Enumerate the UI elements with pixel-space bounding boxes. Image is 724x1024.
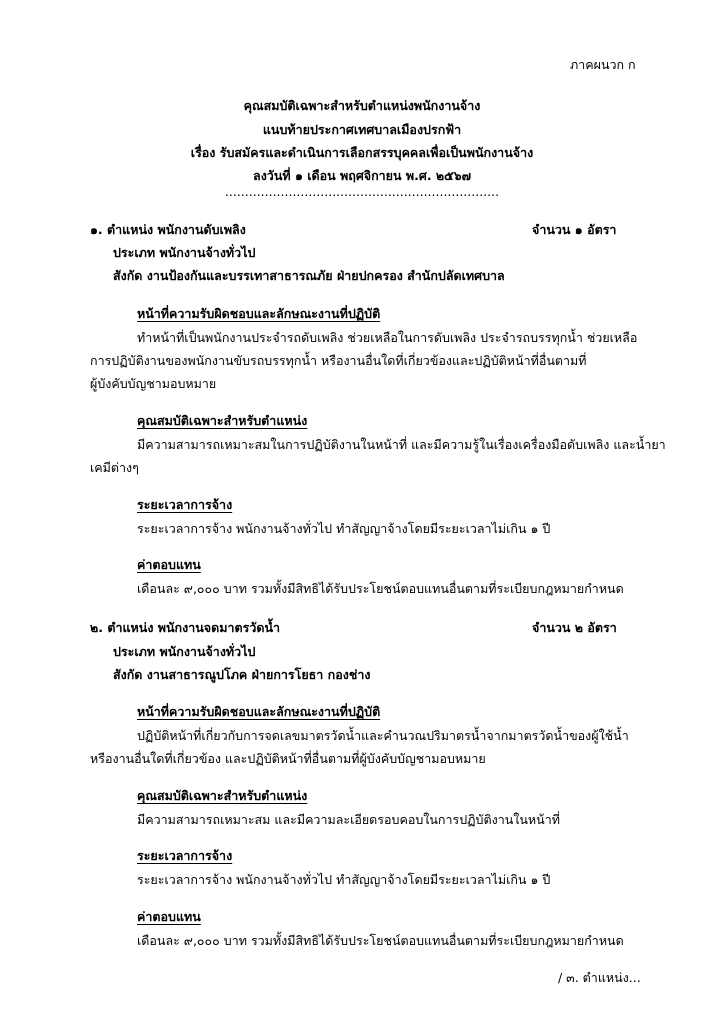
position-1-pay-heading: ค่าตอบแทน bbox=[137, 557, 201, 572]
position-1-qual-line2: เคมีต่างๆ bbox=[90, 460, 139, 475]
position-2-affiliation: สังกัด งานสาธารณูปโภค ฝ่ายการโยธา กองช่าง bbox=[113, 667, 371, 682]
footer-continuation: / ๓. ตำแหน่ง... bbox=[558, 970, 641, 985]
position-2-duties-line1: ปฏิบัติหน้าที่เกี่ยวกับการจดเลขมาตรวัดน้ำและคำนวณปริมาตรน้ำจากมาตรวัดน้ำของผู้ใช้น้ำ bbox=[137, 728, 629, 743]
position-2-pay-text: เดือนละ ๙,๐๐๐ บาท รวมทั้งมีสิทธิได้รับประโยชน์ตอบแทนอื่นตามที่ระเบียบกฎหมายกำหนด bbox=[137, 933, 624, 948]
position-2-title: ๒. ตำแหน่ง พนักงานจดมาตรวัดน้ำ bbox=[90, 620, 281, 635]
position-1-title: ๑. ตำแหน่ง พนักงานดับเพลิง bbox=[90, 222, 246, 237]
header-title: คุณสมบัติเฉพาะสำหรับตำแหน่งพนักงานจ้าง bbox=[243, 98, 481, 113]
position-2-count: จำนวน ๒ อัตรา bbox=[532, 620, 617, 635]
position-1-affiliation: สังกัด งานป้องกันและบรรเทาสาธารณภัย ฝ่ายปกครอง สำนักปลัดเทศบาล bbox=[113, 268, 505, 283]
header-divider: ..................................................................... bbox=[224, 184, 500, 199]
position-2-pay-heading: ค่าตอบแทน bbox=[137, 909, 201, 924]
position-1-duties-line1: ทำหน้าที่เป็นพนักงานประจำรถดับเพลิง ช่วยเหลือในการดับเพลิง ประจำรถบรรทุกน้ำ ช่วยเหลือ bbox=[137, 330, 638, 345]
position-2-qual-line1: มีความสามารถเหมาะสม และมีความละเอียดรอบคอบในการปฏิบัติงานในหน้าที่ bbox=[137, 812, 560, 827]
header-attachment: แนบท้ายประกาศเทศบาลเมืองปรกฟ้า bbox=[262, 122, 462, 137]
position-1-qual-heading: คุณสมบัติเฉพาะสำหรับตำแหน่ง bbox=[137, 413, 308, 428]
position-1-term-text: ระยะเวลาการจ้าง พนักงานจ้างทั่วไป ทำสัญญาจ้างโดยมีระยะเวลาไม่เกิน ๑ ปี bbox=[137, 521, 551, 536]
position-1-type: ประเภท พนักงานจ้างทั่วไป bbox=[113, 245, 256, 260]
position-2-duties-heading: หน้าที่ความรับผิดชอบและลักษณะงานที่ปฏิบัติ bbox=[137, 704, 381, 719]
position-1-duties-line3: ผู้บังคับบัญชามอบหมาย bbox=[90, 376, 217, 391]
position-1-qual-line1: มีความสามารถเหมาะสมในการปฏิบัติงานในหน้าที่ และมีความรู้ในเรื่องเครื่องมือดับเพลิง และน้ำยา bbox=[137, 437, 666, 452]
header-subject: เรื่อง รับสมัครและดำเนินการเลือกสรรบุคคลเพื่อเป็นพนักงานจ้าง bbox=[190, 145, 534, 160]
position-2-type: ประเภท พนักงานจ้างทั่วไป bbox=[113, 644, 256, 659]
position-2-duties-line2: หรืองานอื่นใดที่เกี่ยวข้อง และปฏิบัติหน้าที่อื่นตามที่ผู้บังคับบัญชามอบหมาย bbox=[90, 751, 486, 766]
position-1-term-heading: ระยะเวลาการจ้าง bbox=[137, 497, 233, 512]
position-2-term-heading: ระยะเวลาการจ้าง bbox=[137, 848, 233, 863]
position-2-qual-heading: คุณสมบัติเฉพาะสำหรับตำแหน่ง bbox=[137, 788, 308, 803]
position-1-count: จำนวน ๑ อัตรา bbox=[532, 222, 617, 237]
position-2-term-text: ระยะเวลาการจ้าง พนักงานจ้างทั่วไป ทำสัญญาจ้างโดยมีระยะเวลาไม่เกิน ๑ ปี bbox=[137, 872, 551, 887]
position-1-duties-line2: การปฏิบัติงานของพนักงานขับรถบรรทุกน้ำ หรืองานอื่นใดที่เกี่ยวข้องและปฏิบัติหน้าที่อื่นตามที่ bbox=[90, 353, 587, 368]
appendix-label: ภาคผนวก ก bbox=[570, 57, 636, 72]
header-date: ลงวันที่ ๑ เดือน พฤศจิกายน พ.ศ. ๒๕๖๗ bbox=[253, 168, 471, 183]
position-1-duties-heading: หน้าที่ความรับผิดชอบและลักษณะงานที่ปฏิบัติ bbox=[137, 306, 381, 321]
position-1-pay-text: เดือนละ ๙,๐๐๐ บาท รวมทั้งมีสิทธิได้รับประโยชน์ตอบแทนอื่นตามที่ระเบียบกฎหมายกำหนด bbox=[137, 581, 624, 596]
